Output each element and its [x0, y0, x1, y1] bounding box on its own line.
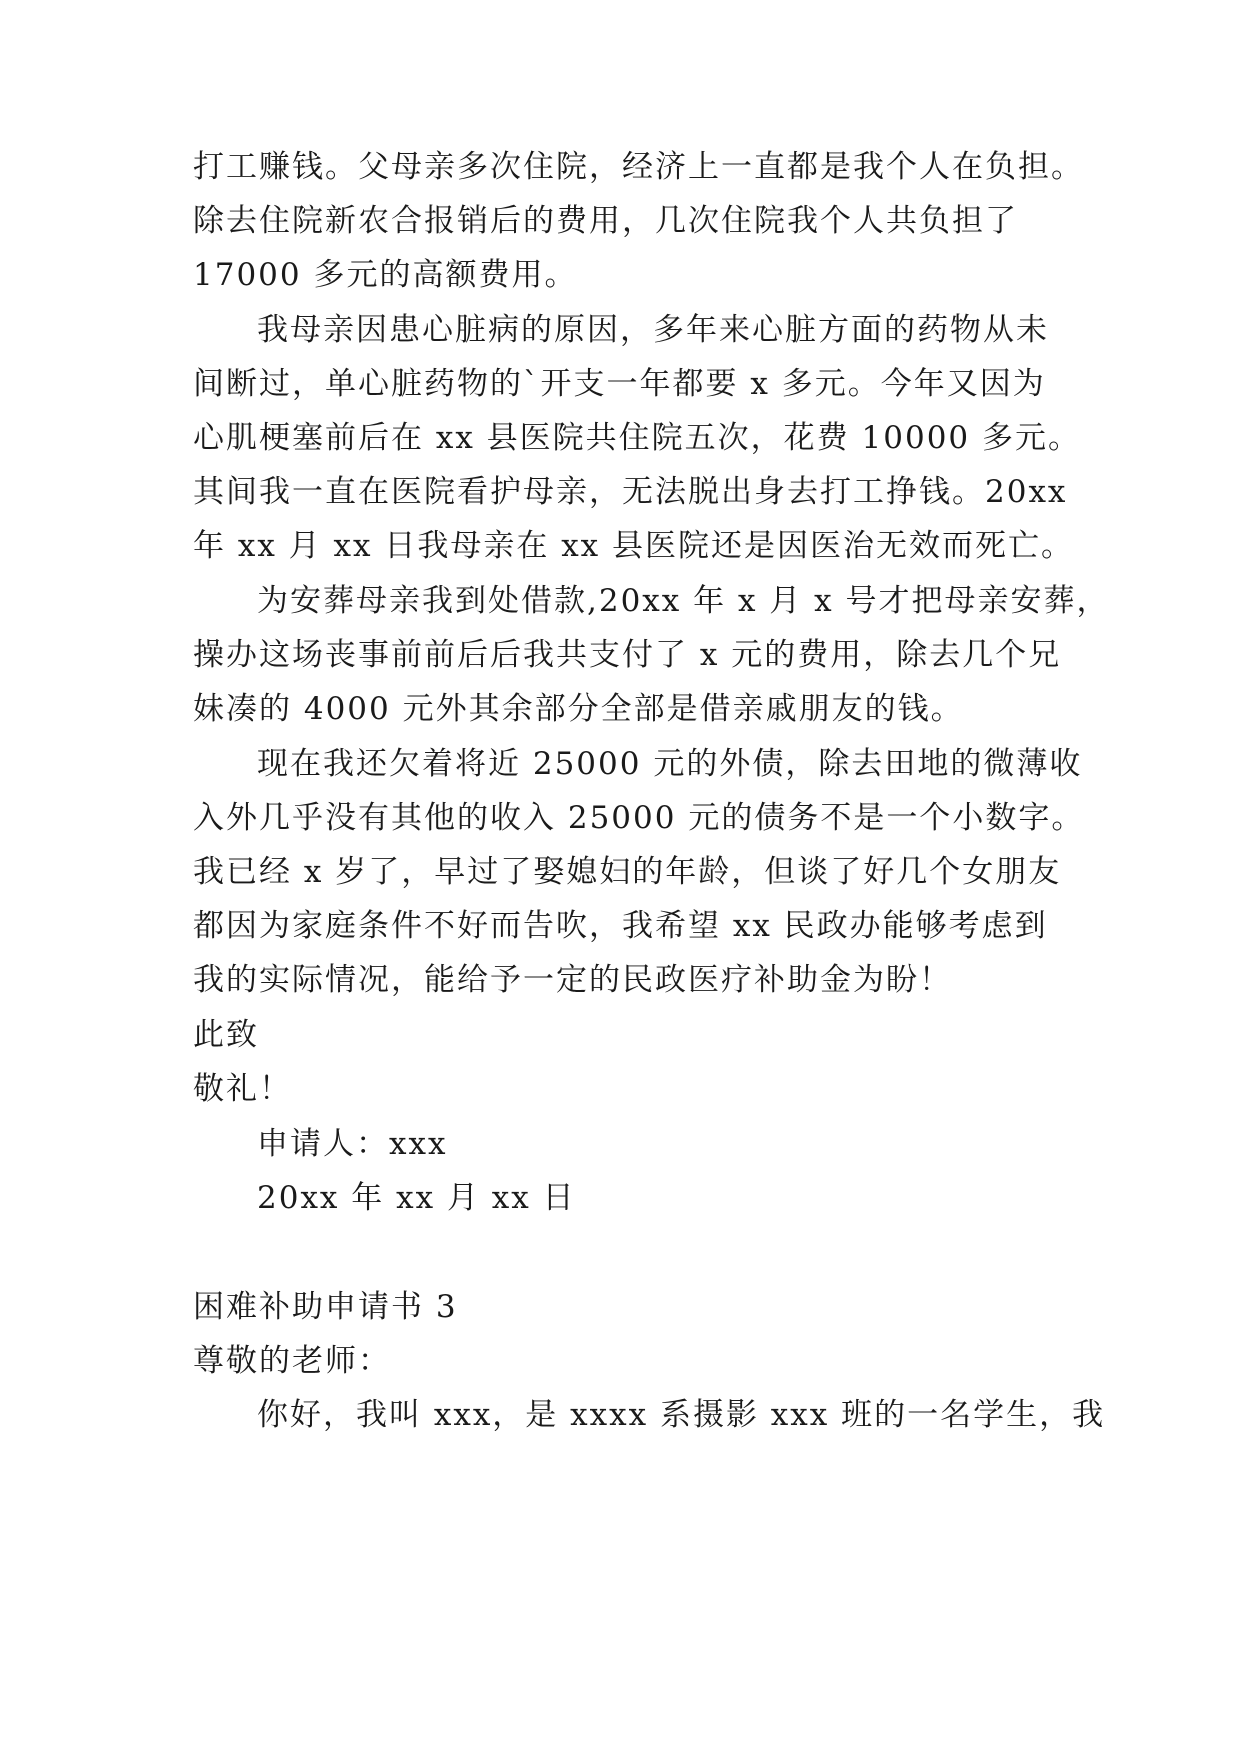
closing-text: 敬礼！: [193, 1071, 292, 1107]
closing-text: 此致: [193, 1017, 259, 1053]
body-text-line: 我的实际情况，能给予一定的民政医疗补助金为盼！: [193, 962, 952, 998]
applicant-signature: 申请人：xxx: [257, 1126, 448, 1162]
body-text-line: 操办这场丧事前前后后我共支付了 x 元的费用，除去几个兄: [193, 637, 1062, 673]
signature-date: 20xx 年 xx 月 xx 日: [257, 1180, 576, 1216]
body-text-line: 你好，我叫 xxx，是 xxxx 系摄影 xxx 班的一名学生，我: [257, 1397, 1106, 1433]
body-text-line: 妹凑的 4000 元外其余部分全部是借亲戚朋友的钱。: [193, 691, 964, 727]
section-title: 困难补助申请书 3: [193, 1289, 458, 1325]
body-text-line: 打工赚钱。父母亲多次住院，经济上一直都是我个人在负担。: [193, 149, 1084, 185]
body-text-line: 我母亲因患心脏病的原因，多年来心脏方面的药物从未: [257, 312, 1049, 348]
body-text-line: 入外几乎没有其他的收入 25000 元的债务不是一个小数字。: [193, 800, 1085, 836]
body-text-line: 都因为家庭条件不好而告吹，我希望 xx 民政办能够考虑到: [193, 908, 1048, 944]
body-text-line: 17000 多元的高额费用。: [193, 257, 578, 293]
body-text-line: 年 xx 月 xx 日我母亲在 xx 县医院还是因医治无效而死亡。: [193, 528, 1075, 564]
salutation: 尊敬的老师：: [193, 1343, 391, 1379]
body-text-line: 除去住院新农合报销后的费用，几次住院我个人共负担了: [193, 203, 1018, 239]
body-text-line: 其间我一直在医院看护母亲，无法脱出身去打工挣钱。20xx: [193, 474, 1068, 510]
body-text-line: 我已经 x 岁了，早过了娶媳妇的年龄，但谈了好几个女朋友: [193, 854, 1062, 890]
body-text-line: 现在我还欠着将近 25000 元的外债，除去田地的微薄收: [257, 746, 1083, 782]
body-text-line: 间断过，单心脏药物的`开支一年都要 x 多元。今年又因为: [193, 366, 1046, 402]
body-text-line: 心肌梗塞前后在 xx 县医院共住院五次，花费 10000 多元。: [193, 420, 1081, 456]
body-text-line: 为安葬母亲我到处借款,20xx 年 x 月 x 号才把母亲安葬，: [257, 583, 1110, 619]
